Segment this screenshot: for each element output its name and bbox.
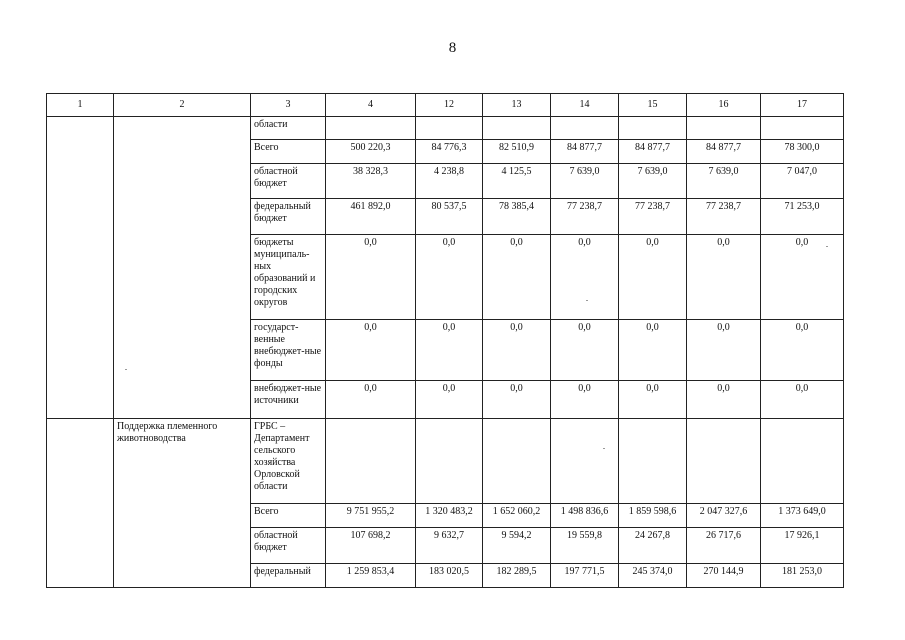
- header-cell: 4: [326, 94, 416, 117]
- value-cell: 0,0: [416, 320, 483, 381]
- value-cell: 1 373 649,0: [761, 504, 844, 528]
- value-cell: 2 047 327,6: [687, 504, 761, 528]
- value-cell: 107 698,2: [326, 528, 416, 564]
- value-cell: 0,0: [326, 235, 416, 320]
- value-cell: 84 877,7: [619, 140, 687, 164]
- value-cell: [416, 117, 483, 140]
- value-cell: 0,0: [687, 381, 761, 419]
- value-cell: 7 639,0: [619, 164, 687, 199]
- value-cell: [416, 419, 483, 504]
- value-cell: 77 238,7: [619, 199, 687, 235]
- program-cell: [114, 117, 251, 419]
- header-cell: 15: [619, 94, 687, 117]
- header-cell: 1: [47, 94, 114, 117]
- value-cell: 0,0: [761, 320, 844, 381]
- source-label: областной бюджет: [251, 528, 326, 564]
- source-label: внебюджет-ные источники: [251, 381, 326, 419]
- header-cell: 2: [114, 94, 251, 117]
- value-cell: 1 320 483,2: [416, 504, 483, 528]
- value-cell: 78 385,4: [483, 199, 551, 235]
- value-cell: 4 238,8: [416, 164, 483, 199]
- scan-speck: [125, 369, 127, 370]
- value-cell: 26 717,6: [687, 528, 761, 564]
- value-cell: 182 289,5: [483, 564, 551, 588]
- table-row: [47, 419, 844, 504]
- value-cell: 77 238,7: [551, 199, 619, 235]
- value-cell: 1 498 836,6: [551, 504, 619, 528]
- column-1-cell: [47, 419, 114, 588]
- value-cell: 77 238,7: [687, 199, 761, 235]
- table-row: [47, 117, 844, 140]
- value-cell: 0,0: [326, 381, 416, 419]
- value-cell: 0,0: [619, 381, 687, 419]
- value-cell: 183 020,5: [416, 564, 483, 588]
- value-cell: 82 510,9: [483, 140, 551, 164]
- value-cell: 270 144,9: [687, 564, 761, 588]
- value-cell: 0,0: [619, 235, 687, 320]
- value-cell: 84 877,7: [687, 140, 761, 164]
- value-cell: 461 892,0: [326, 199, 416, 235]
- scan-speck: [586, 300, 588, 301]
- source-label: области: [251, 117, 326, 140]
- value-cell: 0,0: [483, 235, 551, 320]
- header-cell: 3: [251, 94, 326, 117]
- value-cell: 17 926,1: [761, 528, 844, 564]
- scan-speck: [826, 246, 828, 247]
- value-cell: 0,0: [687, 235, 761, 320]
- value-cell: 0,0: [551, 320, 619, 381]
- value-cell: 0,0: [551, 235, 619, 320]
- value-cell: 0,0: [483, 320, 551, 381]
- value-cell: 84 877,7: [551, 140, 619, 164]
- value-cell: [326, 419, 416, 504]
- value-cell: 1 259 853,4: [326, 564, 416, 588]
- value-cell: 4 125,5: [483, 164, 551, 199]
- value-cell: 7 639,0: [687, 164, 761, 199]
- header-cell: 14: [551, 94, 619, 117]
- value-cell: [761, 419, 844, 504]
- source-label: бюджеты муниципаль-ных образований и городских округов: [251, 235, 326, 320]
- value-cell: [619, 419, 687, 504]
- value-cell: 0,0: [619, 320, 687, 381]
- value-cell: [483, 117, 551, 140]
- budget-table: [46, 93, 844, 588]
- value-cell: 245 374,0: [619, 564, 687, 588]
- value-cell: 500 220,3: [326, 140, 416, 164]
- value-cell: 84 776,3: [416, 140, 483, 164]
- program-cell: Поддержка племенного животноводства: [114, 419, 251, 588]
- value-cell: [551, 117, 619, 140]
- header-cell: 12: [416, 94, 483, 117]
- value-cell: 80 537,5: [416, 199, 483, 235]
- header-cell: 16: [687, 94, 761, 117]
- source-label: ГРБС – Департамент сельского хозяйства Орловской области: [251, 419, 326, 504]
- value-cell: 0,0: [761, 235, 844, 320]
- value-cell: [483, 419, 551, 504]
- value-cell: 7 047,0: [761, 164, 844, 199]
- value-cell: [619, 117, 687, 140]
- page-number: 8: [448, 40, 457, 56]
- value-cell: [687, 419, 761, 504]
- source-label: Всего: [251, 140, 326, 164]
- value-cell: 7 639,0: [551, 164, 619, 199]
- column-1-cell: [47, 117, 114, 419]
- value-cell: 0,0: [687, 320, 761, 381]
- value-cell: 0,0: [416, 381, 483, 419]
- value-cell: 1 859 598,6: [619, 504, 687, 528]
- value-cell: 0,0: [326, 320, 416, 381]
- source-label: федеральный: [251, 564, 326, 588]
- value-cell: 197 771,5: [551, 564, 619, 588]
- value-cell: 19 559,8: [551, 528, 619, 564]
- value-cell: 181 253,0: [761, 564, 844, 588]
- value-cell: 0,0: [761, 381, 844, 419]
- value-cell: 38 328,3: [326, 164, 416, 199]
- value-cell: 9 594,2: [483, 528, 551, 564]
- header-cell: 13: [483, 94, 551, 117]
- value-cell: 78 300,0: [761, 140, 844, 164]
- value-cell: [761, 117, 844, 140]
- value-cell: [551, 419, 619, 504]
- value-cell: 0,0: [416, 235, 483, 320]
- header-row: [47, 94, 844, 117]
- value-cell: 9 632,7: [416, 528, 483, 564]
- header-cell: 17: [761, 94, 844, 117]
- value-cell: [687, 117, 761, 140]
- value-cell: 24 267,8: [619, 528, 687, 564]
- value-cell: 1 652 060,2: [483, 504, 551, 528]
- value-cell: 0,0: [551, 381, 619, 419]
- value-cell: [326, 117, 416, 140]
- source-label: Всего: [251, 504, 326, 528]
- source-label: областной бюджет: [251, 164, 326, 199]
- scan-speck: [603, 448, 605, 449]
- value-cell: 9 751 955,2: [326, 504, 416, 528]
- value-cell: 0,0: [483, 381, 551, 419]
- source-label: федеральный бюджет: [251, 199, 326, 235]
- source-label: государст-венные внебюджет-ные фонды: [251, 320, 326, 381]
- value-cell: 71 253,0: [761, 199, 844, 235]
